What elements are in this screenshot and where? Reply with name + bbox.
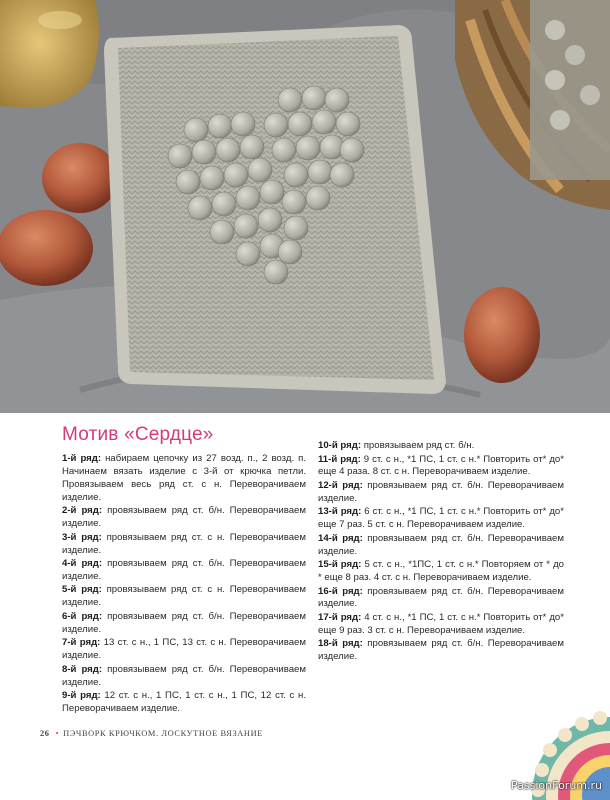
row-label: 1-й ряд: <box>62 453 102 464</box>
page-number: 26 <box>40 729 50 738</box>
row-instruction-1 <box>62 453 306 505</box>
row-instruction-17 <box>318 612 564 638</box>
watermark: PassionForum.ru <box>511 779 602 792</box>
row-text: провязываем ряд ст. б/н. Переворачиваем изделие. <box>318 638 564 663</box>
row-text: провязываем ряд ст. с н. Переворачиваем изделие. <box>62 584 306 609</box>
row-instruction-7 <box>62 637 306 663</box>
row-text: 5 ст. с н., *1ПС, 1 ст. с н.* Повторяем от * до * еще 8 раз. 4 ст. с н. Переворачиваем изделие. <box>318 559 565 584</box>
row-label: 6-й ряд: <box>62 610 103 622</box>
row-label: 13-й ряд: <box>318 506 362 518</box>
row-instruction-15 <box>318 559 564 585</box>
row-instruction-4 <box>62 558 306 584</box>
row-label: 2-й ряд: <box>62 505 103 517</box>
row-label: 12-й ряд: <box>318 479 363 491</box>
row-label: 14-й ряд: <box>318 532 363 544</box>
row-instruction-8 <box>62 664 306 690</box>
row-label: 3-й ряд: <box>62 531 102 543</box>
row-instruction-9 <box>62 690 306 716</box>
row-text: 13 ст. с н., 1 ПС, 13 ст. с н. Переворачиваем изделие. <box>62 637 306 662</box>
row-instruction-2 <box>62 505 306 531</box>
row-instruction-10 <box>318 440 564 453</box>
article-title: Мотив «Сердце» <box>62 424 214 445</box>
row-instruction-11 <box>318 454 564 480</box>
row-instruction-12 <box>318 480 564 506</box>
row-text: провязываем ряд ст. с н. Переворачиваем изделие. <box>62 531 306 556</box>
instructions-left-column <box>62 453 306 716</box>
row-text: 4 ст. с н., *1 ПС, 1 ст. с н.* Повторить от* до* еще 9 раз. 3 ст. с н. Переворачиваем изделие. <box>318 611 564 636</box>
egg-left <box>0 210 93 286</box>
row-text: провязываем ряд ст. б/н. <box>361 440 475 451</box>
row-text: провязываем ряд ст. б/н. Переворачиваем изделие. <box>318 479 564 504</box>
page-footer <box>40 729 263 738</box>
row-label: 15-й ряд: <box>318 559 362 571</box>
row-label: 10-й ряд: <box>318 440 362 451</box>
row-label: 11-й ряд: <box>318 453 361 465</box>
row-label: 16-й ряд: <box>318 585 363 597</box>
row-text: провязываем ряд ст. б/н. Переворачиваем изделие. <box>62 505 306 530</box>
row-text: провязываем ряд ст. б/н. Переворачиваем изделие. <box>62 610 306 635</box>
row-label: 9-й ряд: <box>62 690 101 702</box>
row-text: 9 ст. с н., *1 ПС, 1 ст. с н.* Повторить от* до* еще 4 раза. 8 ст. с н. Переворачиваем изделие. <box>318 453 564 478</box>
row-label: 8-й ряд: <box>62 663 103 675</box>
row-instruction-14 <box>318 533 564 559</box>
row-label: 18-й ряд: <box>318 638 363 650</box>
row-text: провязываем ряд ст. б/н. Переворачиваем изделие. <box>62 558 306 582</box>
row-instruction-18 <box>318 638 564 664</box>
row-label: 5-й ряд: <box>62 584 102 596</box>
instructions-right-column <box>318 440 564 665</box>
row-text: набираем цепочку из 27 возд. п., 2 возд. п. Начинаем вязать изделие с 3-й от крючка петли. Провязываем весь ряд ст. с н. Переворачиваем изделие. <box>62 453 306 503</box>
row-instruction-3 <box>62 532 306 558</box>
row-label: 4-й ряд: <box>62 558 103 570</box>
row-instruction-6 <box>62 611 306 637</box>
row-instruction-5 <box>62 584 306 610</box>
row-text: 6 ст. с н., *1 ПС, 1 ст. с н.* Повторить от* до* еще 7 раз. 5 ст. с н. Переворачиваем изделие. <box>318 506 564 531</box>
row-label: 17-й ряд: <box>318 611 362 623</box>
row-instruction-13 <box>318 506 564 532</box>
row-label: 7-й ряд: <box>62 637 101 649</box>
row-text: провязываем ряд ст. б/н. Переворачиваем изделие. <box>318 585 564 610</box>
bullet-icon: • <box>55 729 60 738</box>
crochet-square <box>104 25 446 394</box>
row-text: провязываем ряд ст. б/н. Переворачиваем изделие. <box>62 663 306 688</box>
row-text: провязываем ряд ст. б/н. Переворачиваем изделие. <box>318 532 564 557</box>
running-title: ПЭЧВОРК КРЮЧКОМ. ЛОСКУТНОЕ ВЯЗАНИЕ <box>63 729 263 738</box>
egg-right <box>464 287 540 383</box>
row-instruction-16 <box>318 586 564 612</box>
row-text: 12 ст. с н., 1 ПС, 1 ст. с н., 1 ПС, 12 ст. с н. Переворачиваем изделие. <box>62 690 306 714</box>
egg-top <box>42 143 118 213</box>
